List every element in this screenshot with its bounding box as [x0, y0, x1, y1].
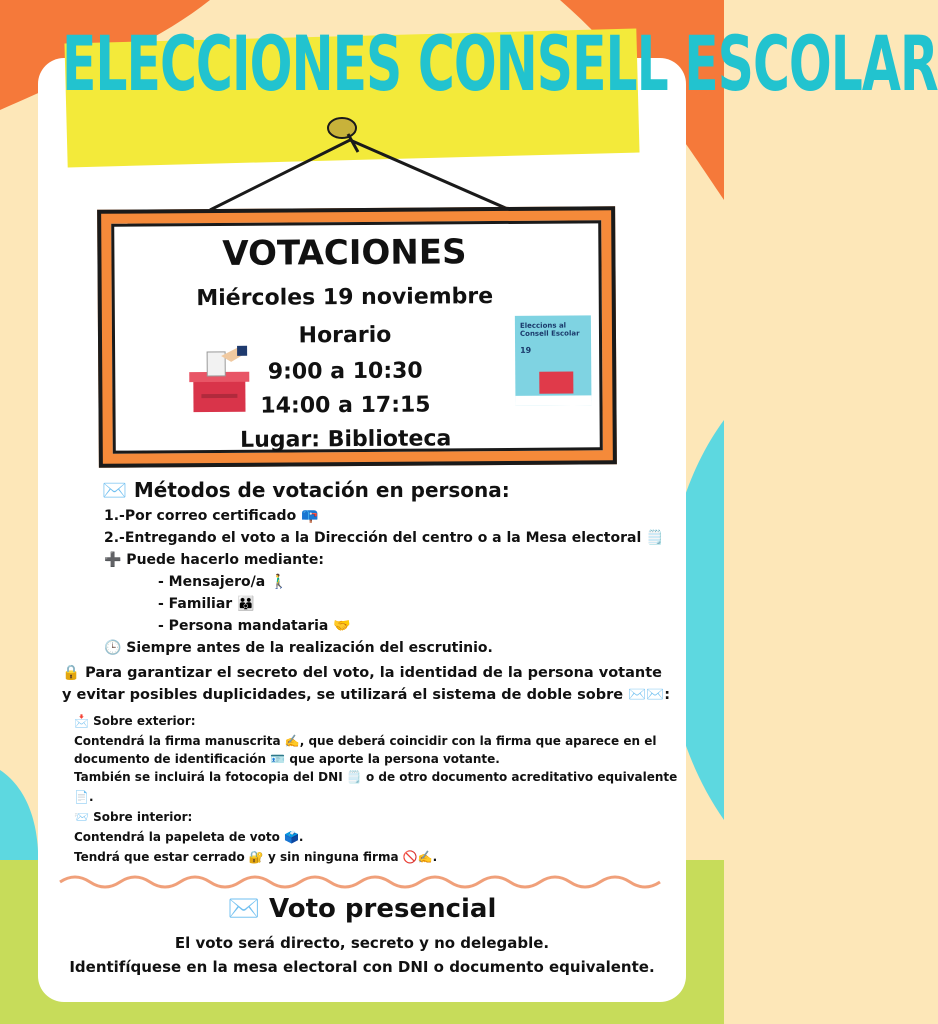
pin-icon	[328, 118, 356, 138]
envelope-exterior-title: 📩 Sobre exterior:	[74, 714, 196, 728]
envelope-interior-line-1: Contendrá la papeleta de voto 🗳️.	[74, 830, 304, 844]
election-poster-image	[515, 315, 592, 406]
envelope-interior-title: 📨 Sobre interior:	[74, 810, 193, 824]
secret-line-2: y evitar posibles duplicidades, se utilizará el sistema de doble sobre ✉️✉️:	[62, 687, 671, 703]
envelope-exterior-line-4: 📄.	[74, 790, 94, 804]
method-sub-3: - Persona mandataria 🤝	[158, 618, 351, 634]
method-sub-2: - Familiar 👪	[158, 596, 255, 612]
wavy-divider	[60, 872, 660, 892]
sign-place: Lugar: Biblioteca	[240, 426, 452, 453]
presencial-line-2: Identifíquese en la mesa electoral con DNI o documento equivalente.	[69, 958, 655, 976]
voting-sign	[97, 206, 617, 468]
poster-number: 19	[520, 345, 532, 355]
poster-footer	[515, 395, 591, 406]
ballot-box-icon	[187, 346, 251, 416]
envelope-exterior-line-1: Contendrá la firma manuscrita ✍️, que deberá coincidir con la firma que aparece en el	[74, 734, 657, 748]
secret-line-1: 🔒 Para garantizar el secreto del voto, la identidad de la persona votante	[62, 665, 662, 681]
envelope-exterior-line-3: También se incluirá la fotocopia del DNI 🗒️ o de otro documento acreditativo equivalente	[74, 770, 678, 784]
poster-ballot-icon	[539, 371, 573, 393]
sign-date: Miércoles 19 noviembre	[196, 284, 494, 312]
envelope-exterior-line-2: documento de identificación 🪪 que aporte la persona votante.	[74, 752, 500, 766]
sign-heading: VOTACIONES	[222, 232, 467, 274]
sign-inner	[111, 220, 603, 453]
sign-time-2: 14:00 a 17:15	[260, 392, 431, 419]
method-item-1: 1.-Por correo certificado 📪	[104, 508, 319, 524]
sign-time-1: 9:00 a 10:30	[267, 358, 423, 385]
presencial-heading: ✉️ Voto presencial	[227, 894, 497, 924]
poster-title: Eleccions al Consell Escolar	[519, 321, 580, 338]
sign-schedule-label: Horario	[298, 322, 392, 349]
methods-heading: ✉️ Métodos de votación en persona:	[102, 478, 510, 502]
method-item-2: 2.-Entregando el voto a la Dirección del centro o a la Mesa electoral 🗒️	[104, 530, 664, 546]
envelope-interior-line-2: Tendrá que estar cerrado 🔐 y sin ninguna firma 🚫✍️.	[74, 850, 438, 864]
method-always: 🕒 Siempre antes de la realización del escrutinio.	[104, 640, 493, 656]
method-sub-1: - Mensajero/a 🚶‍♂️	[158, 574, 288, 590]
presencial-line-1: El voto será directo, secreto y no delegable.	[174, 934, 550, 952]
method-plus: ➕ Puede hacerlo mediante:	[104, 552, 324, 568]
page-title: ELECCIONES CONSELL ESCOLAR	[62, 21, 938, 109]
